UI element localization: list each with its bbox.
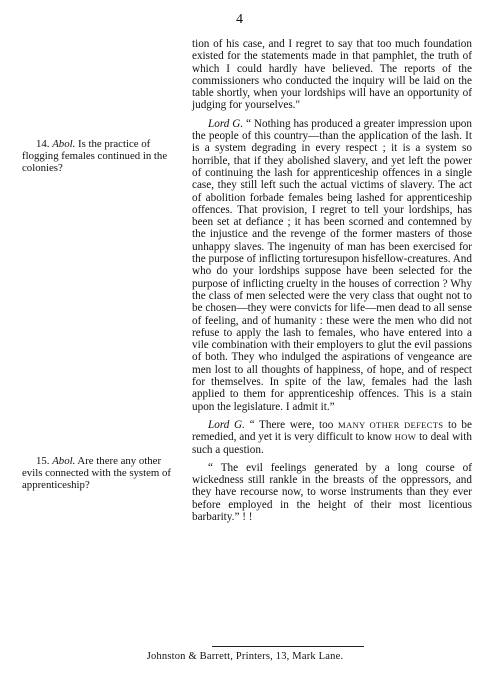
question-14-number: 14. bbox=[36, 138, 50, 150]
question-14-speaker: Abol. bbox=[52, 138, 76, 150]
question-15-speaker: Abol. bbox=[52, 455, 76, 467]
answer-14-paragraph bbox=[192, 118, 472, 413]
answer-15-text-pre: “ There were, too bbox=[249, 418, 334, 431]
answer-15-speaker: Lord G. bbox=[208, 418, 245, 431]
question-14-text: Is the practice of flogging females continued in the colonies? bbox=[22, 138, 168, 175]
question-14 bbox=[22, 138, 182, 175]
answer-15-paragraph bbox=[192, 419, 472, 456]
question-15-text: Are there any other evils connected with the system of apprenticeship? bbox=[22, 455, 172, 492]
answer-15-paragraph-2: “ The evil feelings generated by a long course of wickedness still rankle in the breasts of the oppressors, and they have recourse now, to worse instruments than they ever before employed in the height of their most licentious barbarity.” ! ! bbox=[192, 461, 472, 523]
answer-15-emphasis-2: HOW bbox=[394, 432, 417, 443]
printer-footer: Johnston & Barrett, Printers, 13, Mark Lane. bbox=[146, 651, 344, 662]
question-15 bbox=[22, 455, 182, 492]
answer-15-text-mid: to be remedied, and yet it is very difficult to know bbox=[192, 418, 472, 444]
question-15-number: 15. bbox=[36, 455, 50, 467]
page-number: 4 bbox=[236, 12, 244, 27]
main-text-column bbox=[192, 38, 472, 523]
answer-15-emphasis-1: MANY OTHER DEFECTS bbox=[338, 419, 444, 430]
answer-14-speaker: Lord G. bbox=[208, 117, 244, 130]
continuation-paragraph: tion of his case, and I regret to say that too much foundation existed for the statements made in that pamphlet, the truth of which I could hardly have believed. The reports of the commissioners who conducted the inquiry will be laid on the table shortly, when your lordships will have an opportunity of judging for yourselves." bbox=[192, 38, 472, 112]
answer-14-text: “ Nothing has produced a greater impression upon the people of this country—than the application of the lash. It is a system degrading in every respect ; it is a system so horrible, that if they abolished slavery, and yet left the power of continuing the lash for apprenticeship offences in a single case, they still left such the actual victims of slavery. The act of abolition forbade females being lashed for apprenticeship offences. That provision, I regret to tell your lordships, has been set at defiance ; it has been scorned and contemned by the injustice and the revenge of the former masters of those unhappy slaves. The ingenuity of man has been exercised for the purpose of inflicting torturesupon hisfellow-creatures. And who do your lordships suppose have been selected for the purpose of inflicting cruelty in the houses of correction ? Why the class of men selected were the very class that ought not to be chosen—they were convicts for life—men dead to all sense of feeling, and of humanity : these were the men who did not refuse to apply the lash to females, who have entered into a vile combination with their employers to glut the evil passions of both. They who indulged the aspirations of vengeance are men lost to all thoughts of happiness, of hope, and of respect for themselves. In spite of the law, females had the lash applied to them for apprenticeship offences. This is a stain upon the legislature. I admit it.” bbox=[192, 117, 472, 413]
footer-rule bbox=[212, 646, 364, 647]
answer-15-text-post: to deal with such a question. bbox=[192, 431, 472, 456]
